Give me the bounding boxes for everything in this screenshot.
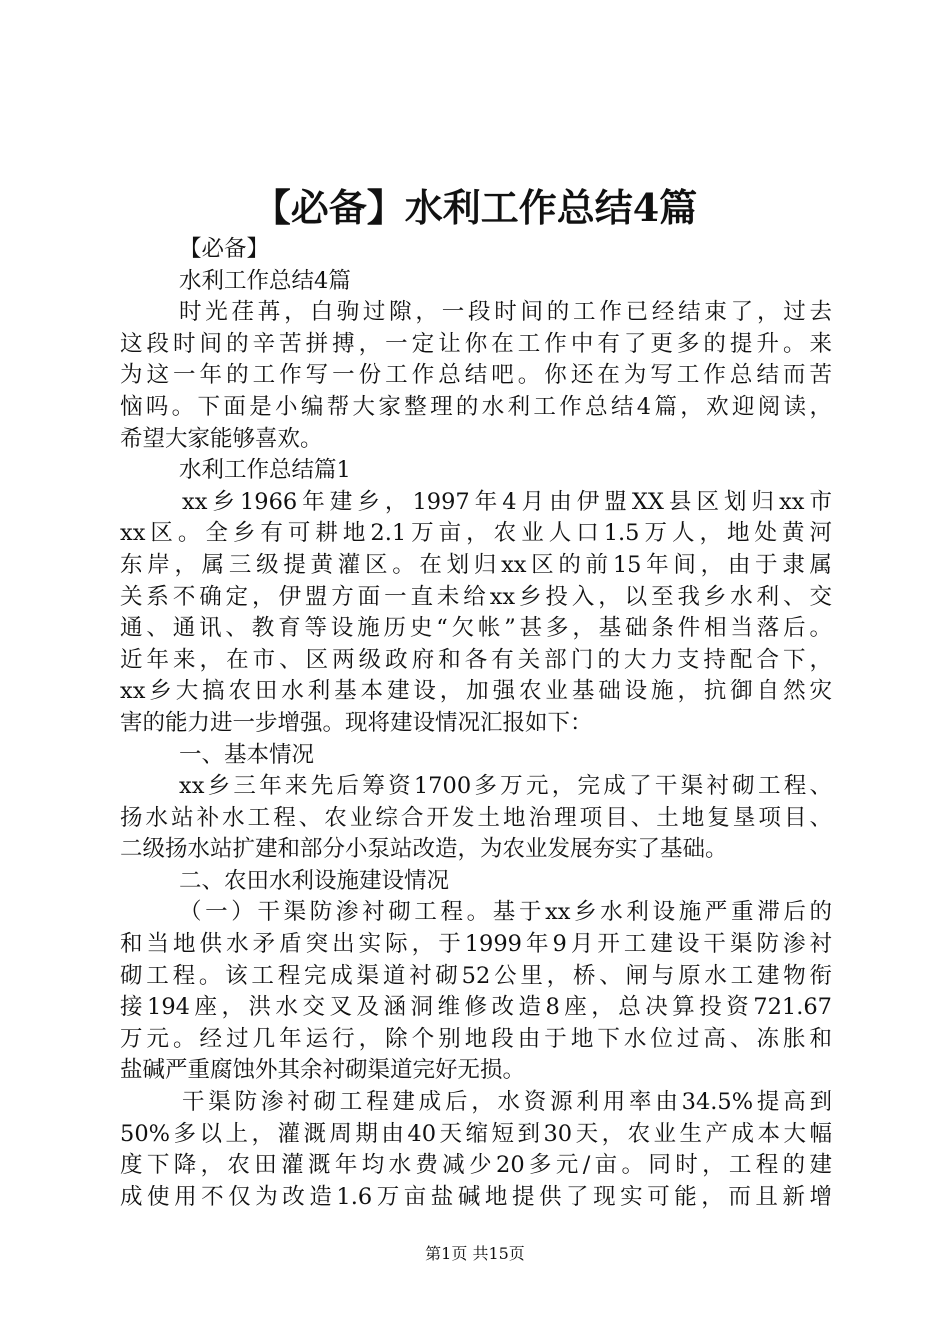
text-line: 二级扬水站扩建和部分小泵站改造，为农业发展夯实了基础。 xyxy=(120,836,728,863)
text-line: 希望大家能够喜欢。 xyxy=(120,425,323,452)
text-line: 盐碱严重腐蚀外其余衬砌渠道完好无损。 xyxy=(120,1057,526,1084)
text-line: 干渠防渗衬砌工程建成后，水资源利用率由34.5%提高到 xyxy=(182,1089,832,1116)
text-line: （一）干渠防渗衬砌工程。基于xx乡水利设施严重滞后的 xyxy=(179,899,832,926)
text-line: 【必备】 xyxy=(179,236,270,262)
text-line: 接194座，洪水交叉及涵洞维修改造8座，总决算投资721.67 xyxy=(120,994,832,1021)
document-body xyxy=(120,234,832,1213)
text-line: 恼吗。下面是小编帮大家整理的水利工作总结4篇，欢迎阅读， xyxy=(120,393,832,420)
text-line: xx乡大搞农田水利基本建设，加强农业基础设施，抗御自然灾 xyxy=(120,678,832,705)
text-line: xx乡1966年建乡，1997年4月由伊盟XX县区划归xx市 xyxy=(182,488,832,515)
text-line: 和当地供水矛盾突出实际，于1999年9月开工建设干渠防渗衬 xyxy=(120,931,832,958)
text-line: xx区。全乡有可耕地2.1万亩，农业人口1.5万人，地处黄河 xyxy=(120,520,832,547)
text-line: xx乡三年来先后筹资1700多万元，完成了干渠衬砌工程、 xyxy=(179,773,832,800)
text-line: 这段时间的辛苦拼搏，一定让你在工作中有了更多的提升。来 xyxy=(120,330,832,357)
text-line: 成使用不仅为改造1.6万亩盐碱地提供了现实可能，而且新增 xyxy=(120,1183,832,1210)
text-line: 水利工作总结4篇 xyxy=(179,267,351,294)
text-line: 砌工程。该工程完成渠道衬砌52公里，桥、闸与原水工建物衔 xyxy=(120,962,832,989)
text-line: 通、通讯、教育等设施历史“欠帐”甚多，基础条件相当落后。 xyxy=(120,615,832,642)
text-line: 50%多以上，灌溉周期由40天缩短到30天，农业生产成本大幅 xyxy=(120,1120,832,1147)
section-heading: 二、农田水利设施建设情况 xyxy=(179,867,450,894)
text-line: 时光荏苒，白驹过隙，一段时间的工作已经结束了，过去 xyxy=(179,299,832,326)
text-line: 关系不确定，伊盟方面一直未给xx乡投入，以至我乡水利、交 xyxy=(120,583,832,610)
section-heading: 水利工作总结篇1 xyxy=(179,457,351,484)
text-line: 万元。经过几年运行，除个别地段由于地下水位过高、冻胀和 xyxy=(120,1025,832,1052)
document-title: 【必备】水利工作总结4篇 xyxy=(252,185,698,230)
text-line: 扬水站补水工程、农业综合开发土地治理项目、土地复垦项目、 xyxy=(120,804,832,831)
text-line: 为这一年的工作写一份工作总结吧。你还在为写工作总结而苦 xyxy=(120,362,832,389)
text-line: 近年来，在市、区两级政府和各有关部门的大力支持配合下， xyxy=(120,646,832,673)
text-line: 害的能力进一步增强。现将建设情况汇报如下： xyxy=(120,709,593,736)
section-heading: 一、基本情况 xyxy=(179,741,315,768)
page-number-footer: 第1页 共15页 xyxy=(425,1244,525,1263)
text-line: 东岸，属三级提黄灌区。在划归xx区的前15年间，由于隶属 xyxy=(120,551,832,578)
text-line: 度下降，农田灌溉年均水费减少20多元/亩。同时，工程的建 xyxy=(120,1152,832,1179)
